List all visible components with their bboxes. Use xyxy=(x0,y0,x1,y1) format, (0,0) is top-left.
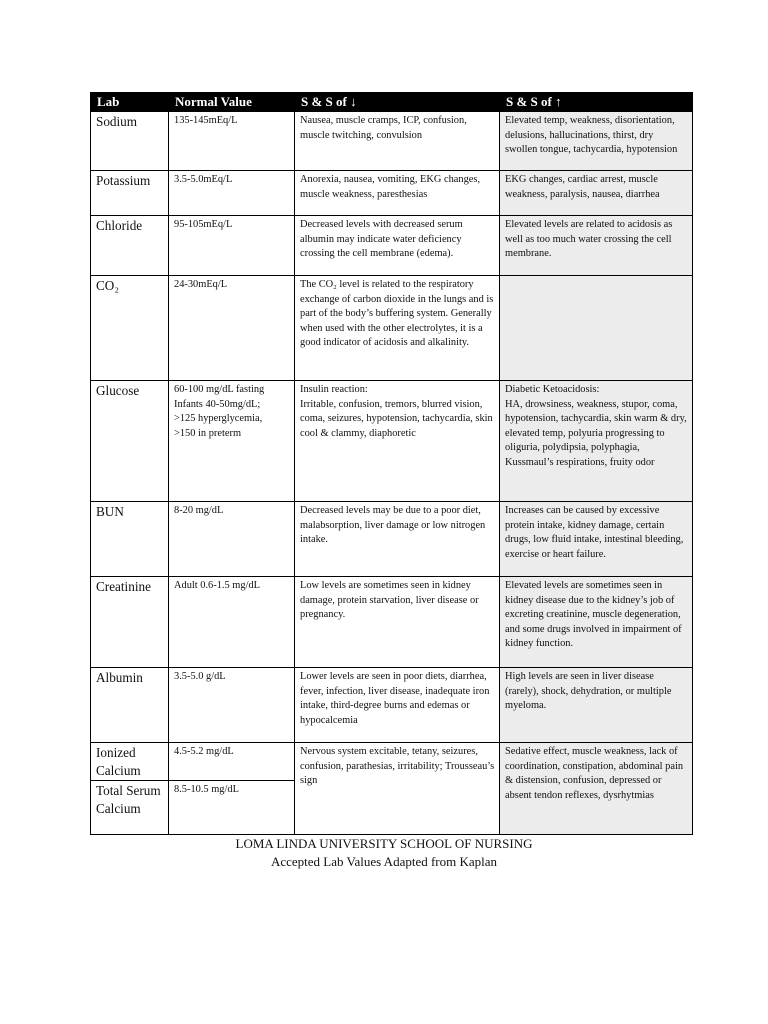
high-signs-cell: Elevated levels are related to acidosis as well as too much water crossing the cell membrane. xyxy=(500,216,693,276)
lab-name-cell: Total Serum Calcium xyxy=(91,781,169,835)
table-row xyxy=(91,381,693,502)
footer-subtitle: Accepted Lab Values Adapted from Kaplan xyxy=(270,854,498,869)
high-signs-cell: Sedative effect, muscle weakness, lack of coordination, constipation, abdominal pain & distension, confusion, depressed or absent tendon reflexes, dysrhytmias xyxy=(500,743,693,835)
normal-value-cell: 60-100 mg/dL fasting Infants 40-50mg/dL; >125 hyperglycemia, >150 in preterm xyxy=(169,381,295,502)
table-row xyxy=(91,216,693,276)
lab-name-cell: Potassium xyxy=(91,171,169,216)
normal-value-cell: 4.5-5.2 mg/dL xyxy=(169,743,295,781)
low-signs-cell: Low levels are sometimes seen in kidney damage, protein starvation, liver disease or pregnancy. xyxy=(295,577,500,668)
low-signs-cell: Insulin reaction: Irritable, confusion, tremors, blurred vision, coma, seizures, hypotension, tachycardia, skin cool & clammy, diaphoretic xyxy=(295,381,500,502)
high-signs-cell: High levels are seen in liver disease (rarely), shock, dehydration, or multiple myeloma. xyxy=(500,668,693,743)
lab-name-cell: Albumin xyxy=(91,668,169,743)
table-row xyxy=(91,502,693,577)
column-header-low-signs: S & S of ↓ xyxy=(295,93,500,112)
high-signs-cell: Diabetic Ketoacidosis: HA, drowsiness, weakness, stupor, coma, hypotension, tachycardia, skin warm & dry, elevated temp, polyuria progressing to oliguria, polydipsia, polyphagia, Kussmaul’s respirations, fruity odor xyxy=(500,381,693,502)
high-signs-cell xyxy=(500,276,693,381)
normal-value-cell: 24-30mEq/L xyxy=(169,276,295,381)
table-row xyxy=(91,171,693,216)
low-signs-cell: Anorexia, nausea, vomiting, EKG changes, muscle weakness, paresthesias xyxy=(295,171,500,216)
low-signs-cell: Lower levels are seen in poor diets, diarrhea, fever, infection, liver disease, inadequate iron intake, third-degree burns and edemas or hypocalcemia xyxy=(295,668,500,743)
table-header-row xyxy=(91,93,693,112)
low-signs-cell: The CO₂ level is related to the respiratory exchange of carbon dioxide in the lungs and is part of the body’s buffering system. Generally when used with the other electrolytes, it is a good indicator of acidosis and alkalinity. xyxy=(295,276,500,381)
table-row xyxy=(91,112,693,171)
normal-value-cell: 3.5-5.0 g/dL xyxy=(169,668,295,743)
table-row xyxy=(91,577,693,668)
lab-name-cell: Glucose xyxy=(91,381,169,502)
lab-name-cell: Creatinine xyxy=(91,577,169,668)
low-signs-cell: Nervous system excitable, tetany, seizures, confusion, parathesias, irritability; Trousseau’s sign xyxy=(295,743,500,835)
column-header-high-signs: S & S of ↑ xyxy=(500,93,693,112)
table-row xyxy=(91,743,693,781)
lab-name-cell: Sodium xyxy=(91,112,169,171)
footer-institution: LOMA LINDA UNIVERSITY SCHOOL OF NURSING xyxy=(235,836,533,851)
lab-name-cell: BUN xyxy=(91,502,169,577)
column-header-lab: Lab xyxy=(91,93,169,112)
low-signs-cell: Nausea, muscle cramps, ICP, confusion, muscle twitching, convulsion xyxy=(295,112,500,171)
normal-value-cell: 95-105mEq/L xyxy=(169,216,295,276)
table-row xyxy=(91,668,693,743)
lab-name-cell: Chloride xyxy=(91,216,169,276)
lab-values-table xyxy=(90,92,693,835)
normal-value-cell: 135-145mEq/L xyxy=(169,112,295,171)
lab-name-cell: Ionized Calcium xyxy=(91,743,169,781)
normal-value-cell: 8-20 mg/dL xyxy=(169,502,295,577)
low-signs-cell: Decreased levels with decreased serum albumin may indicate water deficiency crossing the cell membrane (edema). xyxy=(295,216,500,276)
high-signs-cell: Elevated levels are sometimes seen in kidney disease due to the kidney’s job of excreting creatinine, muscle degeneration, and some drugs involved in impairment of kidney function. xyxy=(500,577,693,668)
normal-value-cell: Adult 0.6-1.5 mg/dL xyxy=(169,577,295,668)
lab-name-cell: CO₂ xyxy=(91,276,169,381)
column-header-normal-value: Normal Value xyxy=(169,93,295,112)
high-signs-cell: EKG changes, cardiac arrest, muscle weakness, paralysis, nausea, diarrhea xyxy=(500,171,693,216)
high-signs-cell: Elevated temp, weakness, disorientation, delusions, hallucinations, thirst, dry swollen tongue, tachycardia, hypotension xyxy=(500,112,693,171)
normal-value-cell: 8.5-10.5 mg/dL xyxy=(169,781,295,835)
high-signs-cell: Increases can be caused by excessive protein intake, kidney damage, certain drugs, low fluid intake, intestinal bleeding, exercise or heart failure. xyxy=(500,502,693,577)
low-signs-cell: Decreased levels may be due to a poor diet, malabsorption, liver damage or low nitrogen intake. xyxy=(295,502,500,577)
table-row xyxy=(91,276,693,381)
normal-value-cell: 3.5-5.0mEq/L xyxy=(169,171,295,216)
